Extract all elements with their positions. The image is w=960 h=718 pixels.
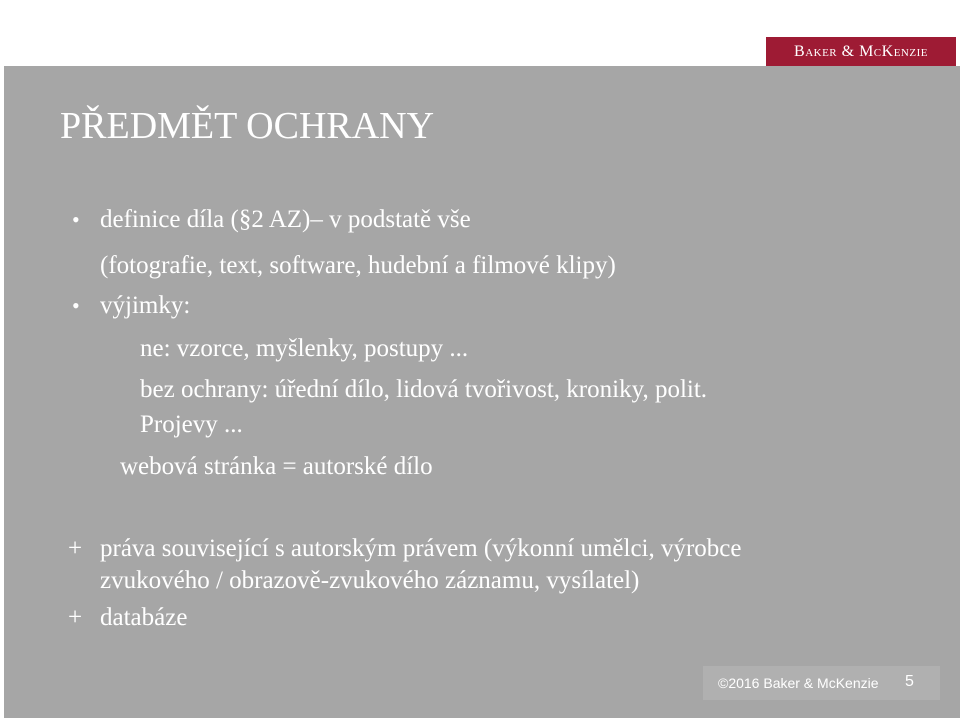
bullet-icon: • — [72, 293, 80, 318]
plus-icon: + — [68, 535, 83, 562]
sub-item-speeches: Projevy ... — [140, 411, 243, 438]
slide-title: PŘEDMĚT OCHRANY — [60, 105, 435, 147]
page-number: 5 — [905, 673, 914, 690]
bullet-definition-line2: (fotografie, text, software, hudební a filmové klipy) — [100, 252, 616, 279]
plus-related-rights-line1: práva související s autorským právem (výkonní umělci, výrobce — [100, 535, 742, 562]
bullet-definition-line1: definice díla (§2 AZ)– v podstatě vše — [100, 206, 471, 233]
sub-item-no-protection: bez ochrany: úřední dílo, lidová tvořivost, kroniky, polit. — [140, 376, 708, 403]
company-logo: Baker & McKenzie — [766, 37, 956, 66]
plus-related-rights-line2: zvukového / obrazově-zvukového záznamu, vysílatel) — [100, 567, 640, 594]
copyright-text: ©2016 Baker & McKenzie — [718, 675, 879, 691]
web-page-line: webová stránka = autorské dílo — [120, 453, 433, 480]
plus-icon: + — [68, 604, 83, 631]
sub-item-not-protected: ne: vzorce, myšlenky, postupy ... — [140, 335, 469, 362]
plus-database: databáze — [100, 604, 188, 631]
bullet-icon: • — [72, 207, 80, 232]
bullet-exceptions: výjimky: — [100, 292, 191, 319]
